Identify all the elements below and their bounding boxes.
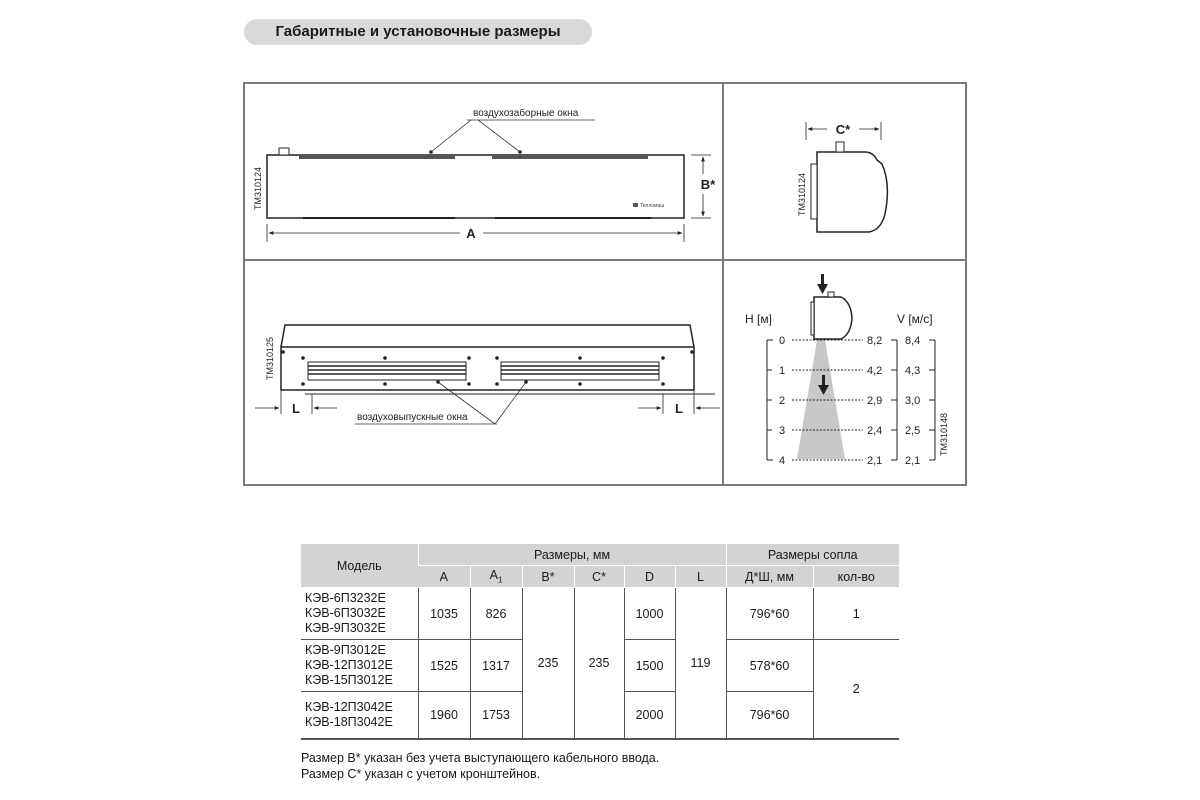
diagram-drawing xyxy=(245,84,965,484)
velocity-value-2: 4,3 xyxy=(905,365,921,377)
cell-a: 1525 xyxy=(418,640,470,692)
model-name: КЭВ-15П3012Е xyxy=(305,673,393,687)
section-title: Габаритные и установочные размеры xyxy=(244,19,592,45)
outlet-grille-right xyxy=(501,362,659,380)
footnotes xyxy=(301,750,659,782)
velocity-value-2: 8,4 xyxy=(905,335,921,347)
intake-arrow-icon xyxy=(817,274,828,294)
drawing-code-chart: ТМ310148 xyxy=(939,412,949,456)
cell-nozzle-size: 796*60 xyxy=(726,692,813,740)
cell-a1: 1753 xyxy=(470,692,522,740)
brand-name: Тепломаш xyxy=(640,203,665,209)
outlet-label: воздуховыпускные окна xyxy=(357,412,468,423)
header-a1-main: A xyxy=(489,568,498,583)
header-b: B* xyxy=(522,566,574,588)
drawing-code-front: ТМ310124 xyxy=(253,166,263,210)
velocity-value-2: 2,1 xyxy=(905,455,921,467)
model-cell xyxy=(301,640,418,692)
model-name: КЭВ-12П3042Е xyxy=(305,700,393,714)
h-axis-label: H [м] xyxy=(745,312,772,326)
model-name: КЭВ-18П3042Е xyxy=(305,715,393,729)
model-cell xyxy=(301,588,418,640)
header-a: A xyxy=(418,566,470,588)
header-model: Модель xyxy=(301,544,418,588)
cell-a1: 1317 xyxy=(470,640,522,692)
dim-c-label: C* xyxy=(835,122,851,137)
front-view xyxy=(253,107,716,242)
header-d: D xyxy=(624,566,675,588)
cell-b: 235 xyxy=(522,588,574,740)
unit-side-profile xyxy=(817,152,887,232)
velocity-value-1: 4,2 xyxy=(867,365,883,377)
header-sizes-group: Размеры, мм xyxy=(418,544,726,566)
side-view xyxy=(797,122,887,232)
cell-a1: 826 xyxy=(470,588,522,640)
header-a1 xyxy=(470,566,522,588)
header-c: C* xyxy=(574,566,624,588)
cable-gland-side xyxy=(836,142,844,152)
dim-b-label: B* xyxy=(700,177,716,192)
dim-a-label: A xyxy=(466,226,476,241)
cell-d: 2000 xyxy=(624,692,675,740)
cell-d: 1500 xyxy=(624,640,675,692)
intake-grille-left xyxy=(299,155,455,159)
model-cell xyxy=(301,692,418,740)
header-nozzle-count: кол-во xyxy=(813,566,899,588)
height-value: 4 xyxy=(779,455,786,467)
header-l: L xyxy=(675,566,726,588)
velocity-value-1: 2,4 xyxy=(867,425,883,437)
cell-nozzle-count: 2 xyxy=(813,640,899,740)
header-a1-sub: 1 xyxy=(497,575,503,585)
cell-nozzle-size: 796*60 xyxy=(726,588,813,640)
cell-nozzle-count: 1 xyxy=(813,588,899,640)
header-nozzle-size: Д*Ш, мм xyxy=(726,566,813,588)
velocity-value-2: 2,5 xyxy=(905,425,921,437)
table-row xyxy=(301,588,899,640)
footnote-c: Размер С* указан с учетом кронштейнов. xyxy=(301,767,541,781)
model-name: КЭВ-6П3032Е xyxy=(305,606,386,620)
header-nozzle-group: Размеры сопла xyxy=(726,544,899,566)
cell-d: 1000 xyxy=(624,588,675,640)
bottom-view xyxy=(255,325,720,424)
height-value: 2 xyxy=(779,395,786,407)
cell-nozzle-size: 578*60 xyxy=(726,640,813,692)
velocity-value-1: 8,2 xyxy=(867,335,883,347)
unit-icon xyxy=(814,297,852,339)
drawing-code-side: ТМ310124 xyxy=(797,172,807,216)
v-axis-label: V [м/с] xyxy=(897,312,933,326)
intake-grille-right xyxy=(492,155,648,159)
dimension-diagram xyxy=(243,82,967,486)
outlet-grille-left xyxy=(308,362,466,380)
dim-l-right: L xyxy=(675,401,683,416)
footnote-b: Размер В* указан без учета выступающего кабельного ввода. xyxy=(301,751,660,765)
velocity-profile xyxy=(745,274,949,467)
dimensions-table xyxy=(301,544,899,740)
dim-l-left: L xyxy=(292,401,300,416)
brand-logo-icon xyxy=(633,203,638,207)
velocity-value-1: 2,1 xyxy=(867,455,883,467)
cell-a: 1035 xyxy=(418,588,470,640)
cable-gland xyxy=(279,148,289,155)
cell-l: 119 xyxy=(675,588,726,740)
model-name: КЭВ-12П3012Е xyxy=(305,658,393,672)
cell-a: 1960 xyxy=(418,692,470,740)
model-name: КЭВ-9П3032Е xyxy=(305,621,386,635)
intake-label: воздухозаборные окна xyxy=(473,108,579,119)
velocity-value-2: 3,0 xyxy=(905,395,921,407)
drawing-code-bottom: ТМ310125 xyxy=(265,336,275,380)
height-value: 3 xyxy=(779,425,786,437)
unit-body xyxy=(267,155,684,218)
model-name: КЭВ-6П3232Е xyxy=(305,591,386,605)
height-value: 1 xyxy=(779,365,786,377)
model-name: КЭВ-9П3012Е xyxy=(305,643,386,657)
velocity-value-1: 2,9 xyxy=(867,395,883,407)
cell-c: 235 xyxy=(574,588,624,740)
height-value: 0 xyxy=(779,335,786,347)
